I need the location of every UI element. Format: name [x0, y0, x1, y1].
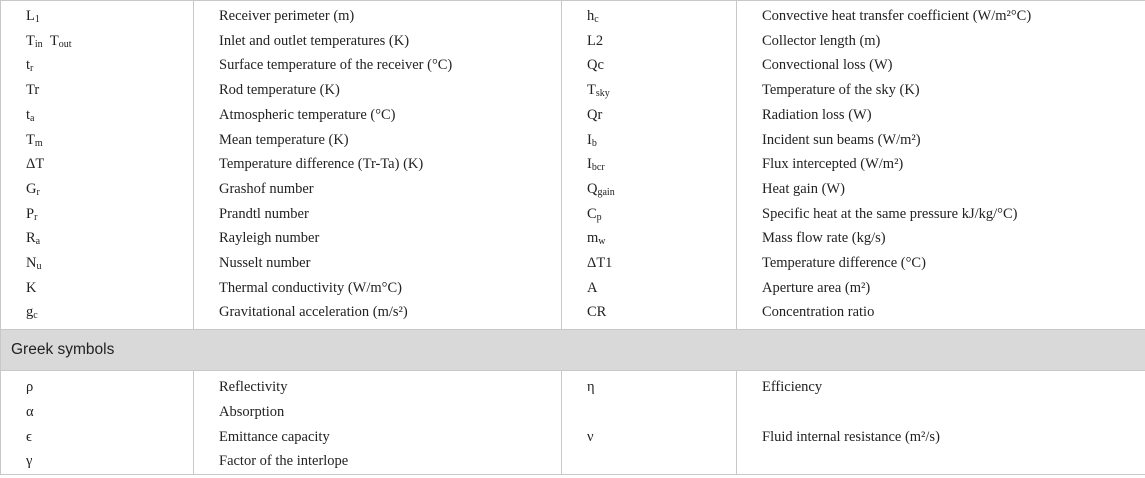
left-symbol	[1, 53, 194, 78]
table-row	[1, 53, 1145, 78]
symbol-text: g	[26, 304, 34, 321]
right-symbol	[562, 152, 737, 177]
left-description: Rod temperature (K)	[194, 78, 562, 103]
symbol-subscript: r	[30, 63, 34, 75]
right-description: Concentration ratio	[737, 300, 1145, 329]
right-description: Radiation loss (W)	[737, 103, 1145, 128]
right-symbol	[562, 1, 737, 29]
greek-row	[1, 371, 1145, 400]
symbol-subscript: gain	[597, 186, 615, 198]
right-symbol	[562, 449, 737, 474]
right-symbol	[562, 202, 737, 227]
right-description	[737, 400, 1145, 425]
symbol-subscript: bcr	[591, 162, 605, 174]
symbol-text: T	[26, 32, 35, 49]
right-symbol	[562, 78, 737, 103]
left-description: Mean temperature (K)	[194, 128, 562, 153]
table-row	[1, 152, 1145, 177]
left-symbol	[1, 425, 194, 450]
symbol-text: t	[26, 57, 31, 74]
right-symbol	[562, 177, 737, 202]
right-description: Efficiency	[737, 371, 1145, 400]
left-symbol	[1, 128, 194, 153]
left-symbol	[1, 29, 194, 54]
right-description: Mass flow rate (kg/s)	[737, 226, 1145, 251]
symbol-text: R	[26, 230, 36, 247]
table-row	[1, 226, 1145, 251]
greek-row	[1, 425, 1145, 450]
right-symbol	[562, 371, 737, 400]
symbol-text: Q	[587, 180, 598, 197]
right-symbol	[562, 128, 737, 153]
right-symbol	[562, 29, 737, 54]
left-description: Grashof number	[194, 177, 562, 202]
right-symbol	[562, 251, 737, 276]
right-symbol	[562, 425, 737, 450]
greek-row	[1, 449, 1145, 474]
right-symbol	[562, 226, 737, 251]
symbol-subscript: m	[34, 137, 43, 149]
symbol-text: T	[587, 82, 596, 99]
right-description: Temperature of the sky (K)	[737, 78, 1145, 103]
left-description: Emittance capacity	[194, 425, 562, 450]
right-symbol	[562, 53, 737, 78]
nomenclature-body	[1, 1, 1145, 330]
symbol-text: Qc	[587, 57, 604, 74]
symbol-subscript: b	[591, 137, 597, 149]
right-description: Convectional loss (W)	[737, 53, 1145, 78]
symbol-subscript: w	[598, 236, 606, 248]
left-symbol	[1, 152, 194, 177]
symbol-text: P	[26, 205, 35, 222]
left-symbol	[1, 226, 194, 251]
symbol-subscript: sky	[595, 88, 610, 100]
left-description: Reflectivity	[194, 371, 562, 400]
symbol-text: T	[49, 32, 59, 49]
left-description: Rayleigh number	[194, 226, 562, 251]
symbol-subscript: r	[34, 211, 38, 223]
left-symbol	[1, 103, 194, 128]
left-description: Prandtl number	[194, 202, 562, 227]
symbol-text: A	[587, 279, 598, 296]
left-symbol	[1, 371, 194, 400]
left-symbol	[1, 449, 194, 474]
symbol-subscript: in	[34, 38, 43, 50]
right-description: Fluid internal resistance (m²/s)	[737, 425, 1145, 450]
left-symbol	[1, 400, 194, 425]
symbol-text: N	[26, 255, 37, 272]
left-description: Atmospheric temperature (°C)	[194, 103, 562, 128]
symbol-text: ΔT	[26, 156, 45, 173]
right-description	[737, 449, 1145, 474]
symbol-text: I	[587, 156, 592, 173]
left-description: Surface temperature of the receiver (°C)	[194, 53, 562, 78]
right-description: Incident sun beams (W/m²)	[737, 128, 1145, 153]
right-symbol	[562, 400, 737, 425]
symbol-text: η	[587, 379, 595, 396]
greek-symbols-body	[1, 371, 1145, 475]
left-description: Gravitational acceleration (m/s²)	[194, 300, 562, 329]
right-description: Specific heat at the same pressure kJ/kg/°C)	[737, 202, 1145, 227]
right-description: Heat gain (W)	[737, 177, 1145, 202]
symbol-text: Qr	[587, 106, 603, 123]
symbol-subscript: r	[36, 186, 40, 198]
table-row	[1, 1, 1145, 29]
symbol-subscript: c	[33, 310, 38, 322]
symbol-text: γ	[26, 453, 33, 470]
symbol-text: α	[26, 403, 34, 420]
symbol-text: ϵ	[26, 428, 32, 445]
table-row	[1, 300, 1145, 329]
symbol-text: C	[587, 205, 597, 222]
symbol-text: CR	[587, 304, 607, 321]
left-description: Inlet and outlet temperatures (K)	[194, 29, 562, 54]
symbol-text: T	[26, 131, 35, 148]
left-symbol	[1, 300, 194, 329]
table-row	[1, 29, 1145, 54]
symbol-subscript: p	[596, 211, 602, 223]
symbol-text: G	[26, 180, 37, 197]
symbol-text: L	[26, 8, 35, 24]
left-description: Thermal conductivity (W/m°C)	[194, 276, 562, 301]
symbol-subscript: 1	[34, 14, 40, 25]
right-description: Temperature difference (°C)	[737, 251, 1145, 276]
symbol-subscript: u	[36, 261, 42, 273]
symbol-text: L2	[587, 32, 604, 49]
table-row	[1, 251, 1145, 276]
symbol-text: ν	[587, 428, 594, 445]
greek-row	[1, 400, 1145, 425]
symbol-text: I	[587, 131, 592, 148]
table-row	[1, 78, 1145, 103]
greek-section	[1, 330, 1145, 371]
left-symbol	[1, 78, 194, 103]
symbol-text: ρ	[26, 379, 34, 396]
left-symbol	[1, 276, 194, 301]
right-symbol	[562, 300, 737, 329]
table-row	[1, 202, 1145, 227]
symbol-text: m	[587, 230, 599, 247]
left-description: Nusselt number	[194, 251, 562, 276]
table-row	[1, 177, 1145, 202]
table-row	[1, 128, 1145, 153]
right-description: Collector length (m)	[737, 29, 1145, 54]
greek-symbols-heading: Greek symbols	[1, 330, 1145, 371]
right-symbol	[562, 276, 737, 301]
symbol-subscript: a	[35, 236, 41, 248]
right-symbol	[562, 103, 737, 128]
left-symbol	[1, 251, 194, 276]
right-description: Flux intercepted (W/m²)	[737, 152, 1145, 177]
table-row	[1, 103, 1145, 128]
left-symbol	[1, 202, 194, 227]
symbol-text: K	[26, 279, 37, 296]
symbol-text: h	[587, 8, 595, 24]
symbol-text: Tr	[26, 82, 40, 99]
left-description: Receiver perimeter (m)	[194, 1, 562, 29]
right-description: Convective heat transfer coefficient (W/m²°C)	[737, 1, 1145, 29]
symbol-text: t	[26, 106, 31, 123]
table-row	[1, 276, 1145, 301]
left-symbol	[1, 177, 194, 202]
left-description: Absorption	[194, 400, 562, 425]
left-description: Temperature difference (Tr-Ta) (K)	[194, 152, 562, 177]
symbol-subscript: out	[58, 38, 72, 50]
right-description: Aperture area (m²)	[737, 276, 1145, 301]
symbol-text: ΔT1	[587, 255, 613, 272]
section-header-row	[1, 330, 1145, 371]
left-description: Factor of the interlope	[194, 449, 562, 474]
symbol-subscript: a	[30, 112, 35, 124]
symbol-subscript: c	[594, 14, 599, 25]
left-symbol	[1, 1, 194, 29]
